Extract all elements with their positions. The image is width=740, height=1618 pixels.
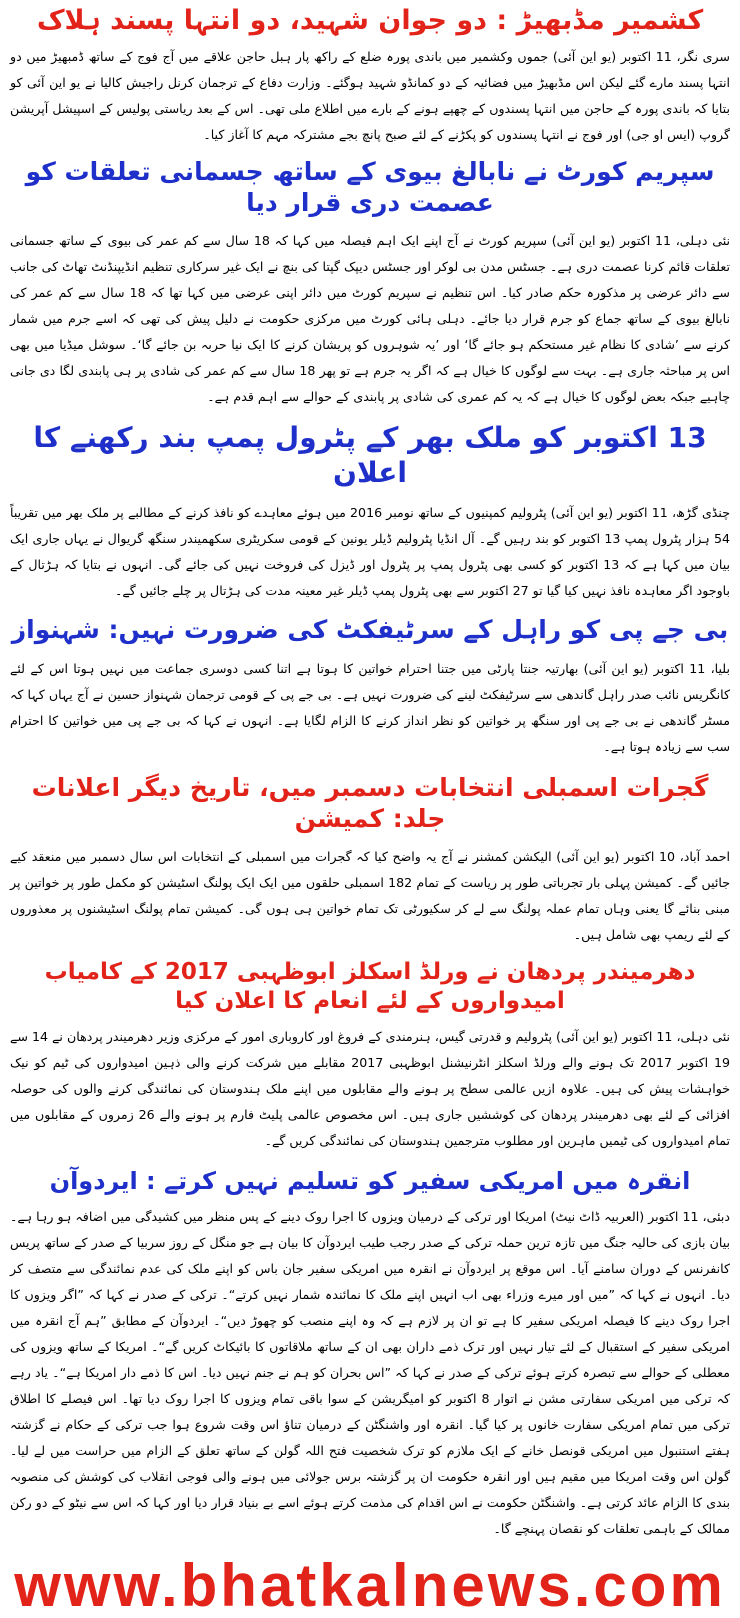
headline-worldskills-abu-dhabi: دھرمیندر پردھان نے ورلڈ اسکلز ابوظہبی 2017 کے کامیاب امیدواروں کے لئے انعام کا اعلان کیا	[44, 959, 696, 1014]
article-worldskills-abu-dhabi	[10, 958, 730, 1154]
article-supreme-court	[10, 156, 730, 411]
footer-site-url: www.bhatkalnews.com	[14, 1554, 726, 1618]
article-erdogan-us-ambassador	[10, 1166, 730, 1542]
body-kashmir-encounter: سری نگر، 11 اکتوبر (یو این آئی) جموں وکشمیر میں باندی پورہ ضلع کے راکھ پار ہبل حاجن علاقے میں آج فوج کے ساتھ ڈمبھیڑ میں دو انتہا پسند مارے گئے لیکن اس مڈبھیڑ میں فضائیہ کے دو کمانڈو شہید ہوگئے۔ وزارت دفاع کے ترجمان کرنل راجیش کالیا نے یو این آئی کو بتایا کہ باندی پورہ کے حاجن میں انتہا پسندوں کے چھپے ہونے کے بارے میں اطلاع ملی تھی۔ اس کے بعد ریاستی پولیس کے اسپیشل آپریشن گروپ (ایس او جی) اور فوج نے انتہا پسندوں کو پکڑنے کے لئے صبح پانچ بجے مشترکہ مہم کا آغاز کیا۔	[10, 48, 730, 142]
body-worldskills-abu-dhabi: نئی دہلی، 11 اکتوبر (یو این آئی) پٹرولیم و قدرتی گیس، ہنرمندی کے فروغ اور کاروباری امور کے مرکزی وزیر دھرمیندر پردھان نے 14 سے 19 اکتوبر 2017 تک ہونے والے ورلڈ اسکلز انٹرنیشنل ابوظہبی 2017 مقابلے میں شرکت کرنے والی ذہین امیدواروں کی ٹیم کو نیک خواہشات پیش کی ہیں۔ علاوہ ازیں عالمی سطح پر ہونے والے مقابلوں میں اپنے ملک ہندوستان کی نمائندگی کرنے والوں کی حوصلہ افزائی کے لئے بھی دھرمیندر پردھان کی کوششیں جاری ہیں۔ اس مخصوص عالمی پلیٹ فارم پر ہونے والے 26 زمروں کے مقابلوں میں تمام امیدواروں کی ٹیمیں ماہرین اور مطلوب مترجمین ہندوستان کی نمائندگی کریں گے۔	[10, 1028, 731, 1148]
headline-supreme-court: سپریم کورٹ نے نابالغ بیوی کے ساتھ جسمانی تعلقات کو عصمت دری قرار دیا	[25, 156, 715, 217]
headline-petrol-pumps: 13 اکتوبر کو ملک بھر کے پٹرول پمپ بند رکھنے کا اعلان	[33, 421, 707, 490]
article-gujarat-elections	[10, 772, 730, 949]
body-erdogan-us-ambassador: دبئی، 11 اکتوبر (العربیہ ڈاٹ نیٹ) امریکا اور ترکی کے درمیان ویزوں کا اجرا روک دینے کے پس منظر میں کشیدگی میں اضافہ ہو رہا ہے۔ بیان بازی کی حالیہ جنگ میں تازہ ترین حملہ ترکی کے صدر رجب طیب ایردوآن کا بیان ہے جو منگل کے روز سربیا کے صدر کے ساتھ پریس کانفرنس کے دوران سامنے آیا۔ اس موقع پر ایردوآن نے انقرہ میں امریکی سفیر جان باس کو اپنے ملک کی عدم نمائندگی سے متصف کر دیا۔ انہوں نے کہا کہ ”میں اور میرے وزراء بھی اب انہیں اپنے ملک کا نمائندہ شمار نہیں کرتے“۔ ترکی کے صدر نے کہا کہ ”اگر ویزوں کا اجرا روک دینے کا فیصلہ امریکی سفیر کا ہے تو ان پر لازم ہے کہ وہ اپنے منصب کو چھوڑ دیں“۔ ایردوآن کے مطابق ”ہم آج انقرہ میں امریکی سفیر کے استقبال کے لئے تیار نہیں اور ترک ذمے داران بھی ان کے ساتھ ملاقاتوں کا بائیکاٹ کریں گے“۔ امریکا کے ساتھ ویزوں کی معطلی کے حوالے سے تبصرہ کرتے ہوئے ترکی کے صدر نے کہا کہ ”اس بحران کو ہم نے جنم نہیں دیا۔ اس کا ذمے دار امریکا ہے“۔ یاد رہے کہ ترکی میں امریکی سفارتی مشن نے اتوار 8 اکتوبر کو امیگریشن کے سوا باقی تمام ویزوں کا اجرا روک دیا تھا۔ اس فیصلے کا اطلاق ترکی میں تمام امریکی سفارت خانوں پر کیا گیا۔ انقرہ اور واشنگٹن کے درمیان تناؤ اس وقت شروع ہوا جب ترکی کے حکام نے گزشتہ ہفتے استنبول میں امریکی قونصل خانے کے ایک ملازم کو ترک شخصیت فتح اللہ گولن کے ساتھ تعلق کے الزام میں حراست میں لے لیا۔ گولن اس وقت امریکا میں مقیم ہیں اور انقرہ حکومت ان پر گزشتہ برس جولائی میں ہونے والی فوجی انقلاب کی کوشش کی منصوبہ بندی کا الزام عائد کرتی ہے۔ واشنگٹن حکومت نے اس اقدام کی مذمت کرتے ہوئے اسے بے بنیاد قرار دیا اور کہا کہ اس سے نیٹو کے دو رکن ممالک کے باہمی تعلقات کو نقصان پہنچے گا۔	[10, 1208, 730, 1536]
body-bjp-shahnawaz: بلیا، 11 اکتوبر (یو این آئی) بھارتیہ جنتا پارٹی میں جتنا احترام خواتین کا ہوتا ہے اتنا کسی دوسری جماعت میں نہیں ہوتا اس کے لئے کانگریس نائب صدر راہل گاندھی سے سرٹیفکٹ لینے کی ضرورت نہیں ہے۔ بی جے پی کے قومی ترجمان شہنواز حسین نے آج یہاں کہا کہ مسٹر گاندھی نے بی جے پی اور سنگھ پر خواتین کو نظر انداز کرنے کا الزام لگایا ہے۔ انہوں نے کہا کہ بی جے پی میں خواتین کا احترام سب سے زیادہ ہوتا ہے۔	[10, 660, 730, 754]
headline-bjp-shahnawaz: بی جے پی کو راہل کے سرٹیفکٹ کی ضرورت نہیں: شہنواز	[11, 615, 729, 645]
article-bjp-shahnawaz	[10, 614, 730, 759]
headline-erdogan-us-ambassador: انقرہ میں امریکی سفیر کو تسلیم نہیں کرتے : ایردوآن	[49, 1166, 691, 1195]
body-gujarat-elections: احمد آباد، 10 اکتوبر (یو این آئی) الیکشن کمشنر نے آج یہ واضح کیا کہ گجرات میں اسمبلی کے انتخابات اس سال دسمبر میں منعقد کیے جائیں گے۔ کمیشن پہلی بار تجرباتی طور پر ریاست کے تمام 182 اسمبلی حلقوں میں ایک ایک پولنگ اسٹیشن کو مکمل طور پر خواتین پر مبنی بنائے گا یعنی وہاں تمام عملہ پولنگ سے لے کر سکیورٹی تک تمام خواتین ہی ہوں گی۔ کمیشن تمام پولنگ اسٹیشنوں پر معذوروں کے لئے ریمپ بھی شامل ہیں۔	[10, 849, 730, 942]
body-supreme-court: نئی دہلی، 11 اکتوبر (یو این آئی) سپریم کورٹ نے آج اپنے ایک اہم فیصلہ میں کہا کہ 18 سال سے کم عمر کی بیوی کے ساتھ جسمانی تعلقات قائم کرنا عصمت دری ہے۔ جسٹس مدن بی لوکر اور جسٹس دیپک گپتا کی بنچ نے ایک غیر سرکاری تنظیم انڈیپنڈنٹ تھاٹ کی جانب سے دائر عرضی پر مذکورہ حکم صادر کیا۔ اس تنظیم نے سپریم کورٹ میں دائر اپنی عرضی میں کہا تھا کہ 18 سال سے کم عمر کی نابالغ بیوی کے ساتھ جماع کو جرم قرار دیا جائے۔ دہلی ہائی کورٹ میں مرکزی حکومت نے دلیل پیش کی تھی کہ اسے جرم میں شمار کرنے سے ’شادی کا نظام غیر مستحکم ہو جائے گا‘ اور ’یہ شوہروں کو پریشان کرنے کا ایک نیا حربہ بن جائے گا‘۔ سوشل میڈیا میں بھی اس پر مباحثہ جاری ہے۔ بہت سے لوگوں کا خیال ہے کہ اگر یہ جرم ہے تو پھر 18 سال سے کم عمر کی شادی پر ہی پابندی لگا دی جانی چاہیے جبکہ بعض لوگوں کا خیال ہے کہ یہ کم عمری کی شادی پر پابندی کے حوالے سے اہم قدم ہے۔	[10, 233, 731, 405]
article-kashmir-encounter	[10, 4, 730, 148]
headline-kashmir-encounter: کشمیر مڈبھیڑ : دو جوان شہید، دو انتہا پسند ہلاک	[36, 5, 704, 36]
headline-gujarat-elections: گجرات اسمبلی انتخابات دسمبر میں، تاریخ دیگر اعلانات جلد: کمیشن	[31, 772, 709, 833]
article-petrol-pumps	[10, 420, 730, 604]
body-petrol-pumps: چنڈی گڑھ، 11 اکتوبر (یو این آئی) پٹرولیم کمپنیوں کے ساتھ نومبر 2016 میں ہوئے معاہدے کو نافذ کرنے کے مطالبے پر ملک بھر میں تقریباً 54 ہزار پٹرول پمپ 13 اکتوبر کو بند رہیں گے۔ آل انڈیا پٹرولیم ڈیلر یونین کے قومی سکریٹری سکھمیندر سنگھ گریوال نے یہاں جاری ایک بیان میں کہا ہے کہ 13 اکتوبر کو کسی بھی پٹرول پمپ پر پٹرول اور ڈیزل کی فروخت نہیں کی جائے گی۔ انہوں نے بتایا کہ ہڑتال کے باوجود اگر معاہدہ نافذ نہیں کیا گیا تو 27 اکتوبر سے بھی پٹرول پمپ ڈیلر غیر معینہ مدت کی ہڑتال پر چلے جائیں گے۔	[10, 505, 731, 599]
